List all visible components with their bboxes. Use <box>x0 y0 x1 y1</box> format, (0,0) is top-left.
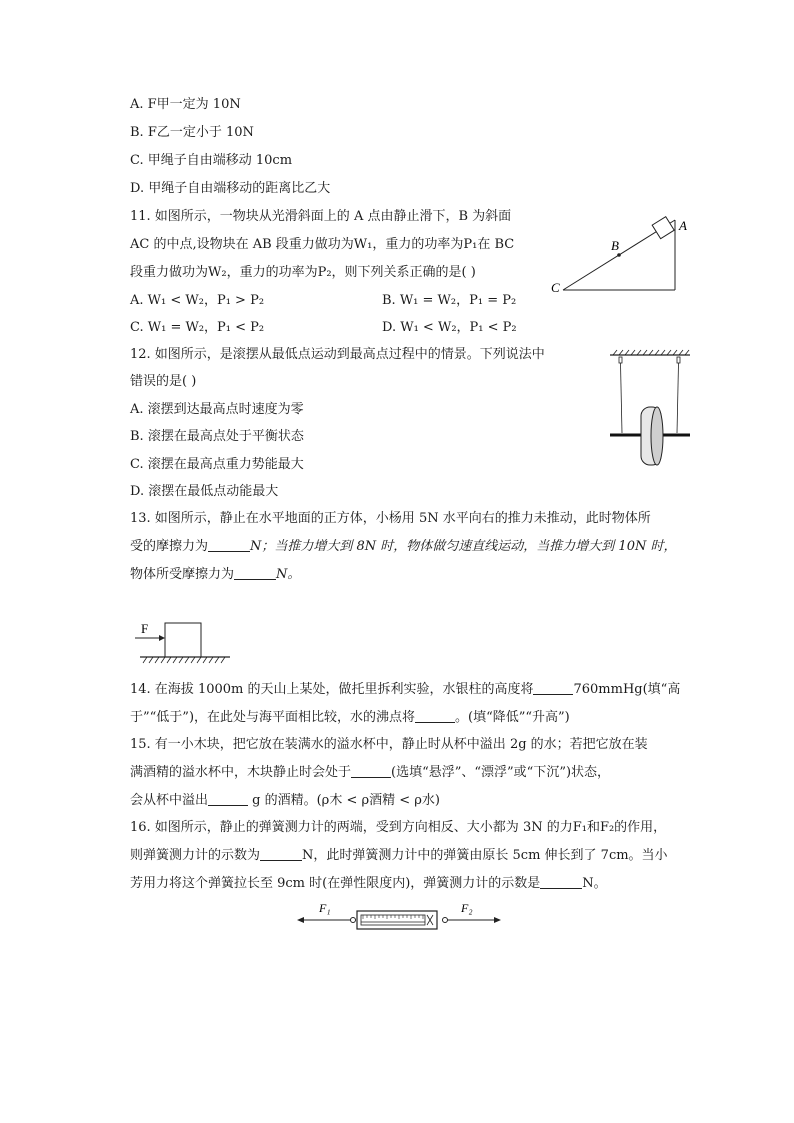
cube <box>165 623 201 657</box>
right-string <box>677 363 679 433</box>
q11-option-b: B. W₁ = W₂，P₁ = P₂ <box>382 293 517 308</box>
q12-stem-line-1: 12. 如图所示，是滚摆从最低点运动到最高点过程中的情景。下列说法中 <box>130 347 545 362</box>
q15-text-3b: g 的酒精。(ρ木 < ρ酒精 < ρ水) <box>248 793 440 808</box>
q13-blank-2[interactable] <box>234 565 276 580</box>
label-c: C <box>551 280 560 295</box>
left-string <box>621 363 623 433</box>
block-force-figure <box>135 615 235 670</box>
maxwell-wheel-figure <box>605 345 695 470</box>
q13-stem-line-3 <box>130 565 300 585</box>
q16-text-2a: 则弹簧测力计的示数为 <box>130 848 261 863</box>
q10-option-d: D. 甲绳子自由端移动的距离比乙大 <box>130 181 331 196</box>
label-a: A <box>679 218 687 233</box>
ground-hatch <box>143 657 225 663</box>
q15-text-3a: 会从杯中溢出 <box>130 793 209 808</box>
q14-text-2b: 。(填“降低”“升高”) <box>455 710 570 725</box>
q13-blank-1[interactable] <box>208 537 250 552</box>
f1-arrowhead <box>297 917 304 923</box>
force-label: F <box>141 621 149 636</box>
ceiling-hatch <box>613 350 689 355</box>
q15-stem-line-1: 15. 有一小木块，把它放在装满水的溢水杯中，静止时从杯中溢出 2g 的水；若把它放在装 <box>130 737 648 752</box>
q12-option-b: B. 滚摆在最高点处于平衡状态 <box>130 429 304 444</box>
q16-text-3b: N。 <box>582 876 607 891</box>
block-on-incline <box>652 217 674 239</box>
q14-text-2a: 于”“低于”)，在此处与海平面相比较，水的沸点将 <box>130 710 416 725</box>
q16-stem-line-1: 16. 如图所示，静止的弹簧测力计的两端，受到方向相反、大小都为 3N 的力F₁和F₂的作用， <box>130 820 667 835</box>
q14-text-1a: 14. 在海拔 1000m 的天山上某处，做托里拆利实验，水银柱的高度将 <box>130 682 534 697</box>
spring-scale-figure <box>295 898 505 938</box>
scale-window <box>361 915 425 925</box>
q15-stem-line-2 <box>130 763 610 783</box>
q13-stem-line-1: 13. 如图所示，静止在水平地面的正方体，小杨用 5N 水平向右的推力未推动，此时物体所 <box>130 511 651 526</box>
q15-text-2a: 满酒精的溢水杯中，木块静止时会处于 <box>130 765 352 780</box>
q13-text-2b: N；当推力增大到 8N 时，物体做匀速直线运动，当推力增大到 10N 时， <box>250 539 677 554</box>
q16-blank-1[interactable] <box>260 846 302 861</box>
left-hook <box>351 918 356 923</box>
q10-option-c: C. 甲绳子自由端移动 10cm <box>130 153 293 168</box>
q11-option-d: D. W₁ < W₂，P₁ < P₂ <box>382 320 517 335</box>
q13-stem-line-2 <box>130 537 676 557</box>
q15-stem-line-3 <box>130 791 440 811</box>
q10-option-a: A. F甲一定为 10N <box>130 97 241 112</box>
q14-blank-2[interactable] <box>415 708 455 723</box>
q13-text-3b: N。 <box>276 567 301 582</box>
q11-stem-line-2: AC 的中点,设物块在 AB 段重力做功为W₁，重力的功率为P₁在 BC <box>130 237 515 252</box>
label-b: B <box>611 238 619 253</box>
q15-blank-2[interactable] <box>208 791 248 806</box>
right-hook <box>443 918 448 923</box>
q14-text-1b: 760mmHg(填“高 <box>573 682 681 697</box>
q12-option-c: C. 滚摆在最高点重力势能最大 <box>130 457 304 472</box>
q12-stem-line-2: 错误的是( ) <box>130 374 197 389</box>
q16-stem-line-2 <box>130 846 668 866</box>
q11-option-c: C. W₁ = W₂，P₁ < P₂ <box>130 320 265 335</box>
q13-text-2a: 受的摩擦力为 <box>130 539 209 554</box>
q11-option-a: A. W₁ < W₂，P₁ > P₂ <box>130 293 265 308</box>
q11-stem-line-3: 段重力做功为W₂，重力的功率为P₂，则下列关系正确的是( ) <box>130 265 476 280</box>
q13-text-3a: 物体所受摩擦力为 <box>130 567 235 582</box>
q16-text-2b: N，此时弹簧测力计中的弹簧由原长 5cm 伸长到了 7cm。当小 <box>302 848 668 863</box>
wheel-face <box>651 407 663 465</box>
q10-option-b: B. F乙一定小于 10N <box>130 125 254 140</box>
q12-option-d: D. 滚摆在最低点动能最大 <box>130 484 279 499</box>
midpoint-b <box>617 253 621 257</box>
q14-stem-line-2 <box>130 708 570 728</box>
q11-stem-line-1: 11. 如图所示，一物块从光滑斜面上的 A 点由静止滑下，B 为斜面 <box>130 209 512 224</box>
q16-stem-line-3 <box>130 874 607 894</box>
q14-blank-1[interactable] <box>533 680 573 695</box>
force-arrowhead <box>159 635 165 641</box>
incline-figure <box>545 210 695 300</box>
q12-option-a: A. 滚摆到达最高点时速度为零 <box>130 402 304 417</box>
f2-label: F₂ <box>461 901 473 915</box>
q16-blank-2[interactable] <box>540 874 582 889</box>
q15-blank-1[interactable] <box>351 763 391 778</box>
q14-stem-line-1 <box>130 680 680 700</box>
q16-text-3a: 芳用力将这个弹簧拉长至 9cm 时(在弹性限度内)，弹簧测力计的示数是 <box>130 876 541 891</box>
f1-label: F₁ <box>319 901 331 915</box>
f2-arrowhead <box>494 917 501 923</box>
q15-text-2b: (选填“悬浮”、“漂浮”或“下沉”)状态， <box>391 765 611 780</box>
